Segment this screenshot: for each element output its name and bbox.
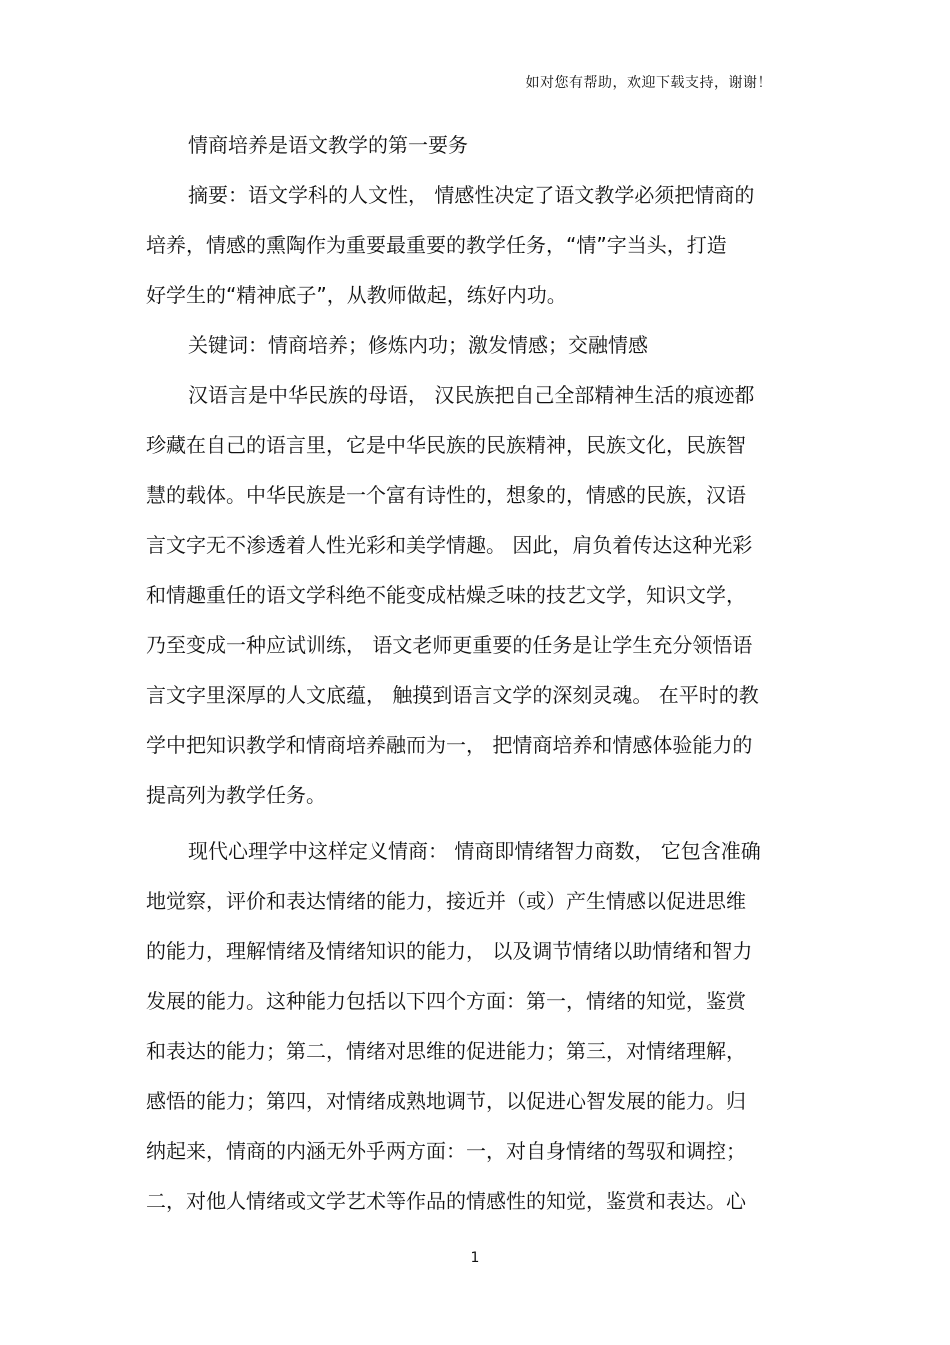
paragraph-line: 学中把知识教学和情商培养融而为一， 把情商培养和情感体验能力的 bbox=[146, 733, 753, 757]
paragraph-line: 发展的能力。这种能力包括以下四个方面：第一，情绪的知觉，鉴赏 bbox=[146, 989, 746, 1013]
abstract-line: 摘要：语文学科的人文性， 情感性决定了语文教学必须把情商的 bbox=[188, 183, 755, 207]
paragraph-line: 地觉察，评价和表达情绪的能力，接近并（或）产生情感以促进思维 bbox=[146, 889, 746, 913]
header-note: 如对您有帮助，欢迎下载支持，谢谢！ bbox=[525, 75, 772, 91]
abstract bbox=[146, 170, 806, 320]
paragraph-line: 汉语言是中华民族的母语， 汉民族把自己全部精神生活的痕迹都 bbox=[188, 383, 755, 407]
paragraph-1 bbox=[146, 370, 806, 820]
paragraph-line: 乃至变成一种应试训练， 语文老师更重要的任务是让学生充分领悟语 bbox=[146, 633, 753, 657]
paragraph-line: 感悟的能力；第四，对情绪成熟地调节，以促进心智发展的能力。归 bbox=[146, 1089, 746, 1113]
abstract-line: 好学生的“精神底子”，从教师做起，练好内功。 bbox=[146, 283, 567, 307]
document-title: 情商培养是语文教学的第一要务 bbox=[188, 133, 468, 157]
paragraph-line: 珍藏在自己的语言里，它是中华民族的民族精神，民族文化，民族智 bbox=[146, 433, 746, 457]
page-number: 1 bbox=[470, 1250, 480, 1266]
paragraph-line: 现代心理学中这样定义情商： 情商即情绪智力商数， 它包含准确 bbox=[188, 839, 761, 863]
paragraph-line: 二，对他人情绪或文学艺术等作品的情感性的知觉，鉴赏和表达。心 bbox=[146, 1189, 746, 1213]
paragraph-line: 的能力，理解情绪及情绪知识的能力， 以及调节情绪以助情绪和智力 bbox=[146, 939, 753, 963]
abstract-line: 培养，情感的熏陶作为重要最重要的教学任务，“情”字当头，打造 bbox=[146, 233, 727, 257]
keywords: 关键词：情商培养；修炼内功；激发情感；交融情感 bbox=[188, 333, 648, 357]
paragraph-2 bbox=[146, 826, 806, 1226]
paragraph-line: 言文字里深厚的人文底蕴， 触摸到语言文学的深刻灵魂。 在平时的教 bbox=[146, 683, 759, 707]
paragraph-line: 言文字无不渗透着人性光彩和美学情趣。 因此，肩负着传达这种光彩 bbox=[146, 533, 753, 557]
paragraph-line: 提高列为教学任务。 bbox=[146, 783, 326, 807]
document-body bbox=[146, 120, 806, 1226]
paragraph-line: 和情趣重任的语文学科绝不能变成枯燥乏味的技艺文学，知识文学， bbox=[146, 583, 746, 607]
paragraph-line: 纳起来，情商的内涵无外乎两方面：一，对自身情绪的驾驭和调控； bbox=[146, 1139, 746, 1163]
paragraph-line: 和表达的能力；第二，情绪对思维的促进能力；第三，对情绪理解， bbox=[146, 1039, 746, 1063]
paragraph-line: 慧的载体。中华民族是一个富有诗性的，想象的，情感的民族，汉语 bbox=[146, 483, 746, 507]
